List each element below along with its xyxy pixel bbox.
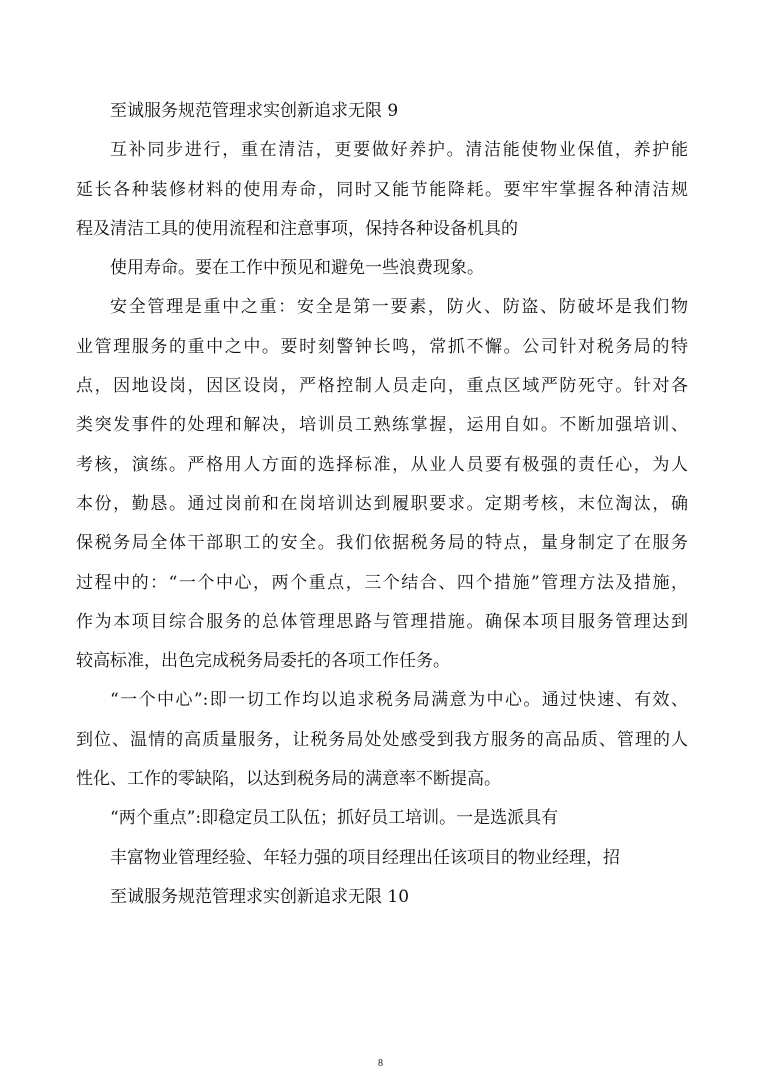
paragraph-line: “一个中心”:即一切工作均以追求税务局满意为中心。通过快速、有效、 — [110, 690, 688, 711]
paragraph-line: 保税务局全体干部职工的安全。我们依据税务局的特点，量身制定了在服务 — [76, 533, 688, 554]
paragraph-line: 程及清洁工具的使用流程和注意事项，保持各种设备机具的 — [76, 218, 518, 239]
paragraph-line: 过程中的：“一个中心，两个重点，三个结合、四个措施”管理方法及措施， — [76, 572, 688, 593]
paragraph-line: 业管理服务的重中之中。要时刻警钟长鸣，常抓不懈。公司针对税务局的特 — [76, 336, 688, 357]
paragraph-line: 互补同步进行，重在清洁，更要做好养护。清洁能使物业保值，养护能 — [110, 140, 688, 161]
paragraph-line: 到位、温情的高质量服务，让税务局处处感受到我方服务的高品质、管理的人 — [76, 729, 688, 750]
paragraph-line: 延长各种装修材料的使用寿命，同时又能节能降耗。要牢牢掌握各种清洁规 — [76, 179, 688, 200]
paragraph-line: “两个重点”:即稳定员工队伍；抓好员工培训。一是选派具有 — [110, 808, 559, 829]
paragraph-line: 考核，演练。严格用人方面的选择标准，从业人员要有极强的责任心，为人 — [76, 454, 688, 475]
paragraph-line: 类突发事件的处理和解决，培训员工熟练掌握，运用自如。不断加强培训、 — [76, 415, 688, 436]
paragraph-line: 较高标准，出色完成税务局委托的各项工作任务。 — [76, 651, 450, 672]
body-text — [76, 92, 688, 917]
paragraph-line: 本份，勤恳。通过岗前和在岗培训达到履职要求。定期考核，末位淘汰，确 — [76, 493, 688, 514]
paragraph-line: 安全管理是重中之重：安全是第一要素，防火、防盗、防破坏是我们物 — [110, 297, 688, 318]
page-number: 8 — [378, 1058, 383, 1069]
paragraph-line: 丰富物业管理经验、年轻力强的项目经理出任该项目的物业经理，招 — [110, 847, 620, 868]
paragraph-line: 使用寿命。要在工作中预见和避免一些浪费现象。 — [110, 258, 484, 279]
paragraph-line: 作为本项目综合服务的总体管理思路与管理措施。确保本项目服务管理达到 — [76, 611, 688, 632]
header-line: 至诚服务规范管理求实创新追求无限 10 — [110, 886, 410, 907]
paragraph-line: 性化、工作的零缺陷，以达到税务局的满意率不断提高。 — [76, 769, 501, 790]
header-line: 至诚服务规范管理求实创新追求无限 9 — [110, 101, 399, 121]
paragraph-line: 点，因地设岗，因区设岗，严格控制人员走向，重点区域严防死守。针对各 — [76, 376, 688, 397]
